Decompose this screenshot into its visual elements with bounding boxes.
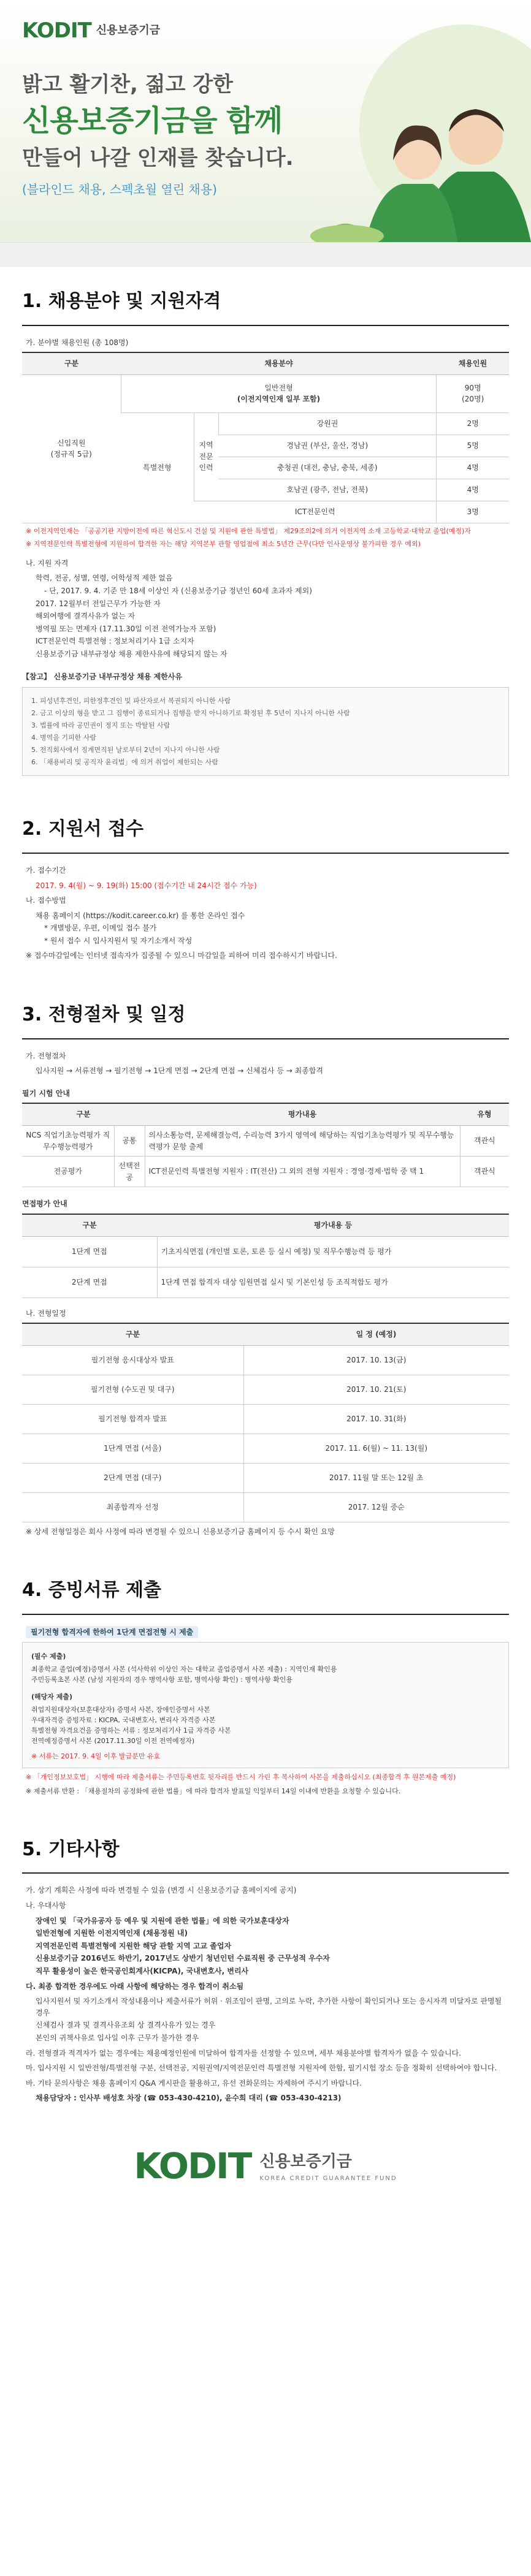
table-cell: 일반전형 (이전지역인재 일부 포함) <box>121 374 437 412</box>
written-test-table <box>22 1103 509 1187</box>
list-item: 4. 병역을 기피한 사람 <box>31 734 96 742</box>
col-header: 평가내용 등 <box>157 1214 509 1236</box>
table-cell: 2단계 면접 (대구) <box>22 1463 243 1492</box>
table-cell: 2단계 면접 <box>22 1267 157 1297</box>
list-item: 주민등록초본 사본 (남성 지원자의 경우 병역사항 포함, 병역사항 확인) : 병역사항 확인용 <box>31 1676 293 1684</box>
subheading: 다. 최종 합격한 경우에도 아래 사항에 해당하는 경우 합격이 취소됨 <box>26 1981 244 1991</box>
list-item: 지역전문인력 특별전형에 지원한 해당 관할 지역 고교 졸업자 <box>36 1941 232 1950</box>
table-cell: 3명 <box>437 501 509 523</box>
section-misc <box>0 1815 531 2104</box>
table-cell: 공통 <box>114 1125 145 1156</box>
list-item: 신용보증기금 내부규정상 채용 제한사유에 해당되지 않는 자 <box>36 649 227 658</box>
footer-org-eng: KOREA CREDIT GUARANTEE FUND <box>259 2175 397 2183</box>
hero-banner <box>0 0 531 242</box>
note: ※ 서류는 2017. 9. 4일 이후 발급분만 유효 <box>31 1752 161 1760</box>
period-text: 2017. 9. 4(월) ~ 9. 19(화) 15:00 (접수기간 내 24시간 접수 가능) <box>36 881 257 890</box>
table-cell: 2017. 11월 말 또는 12월 초 <box>243 1463 509 1492</box>
table-cell: 신입직원 (정규직 5급) <box>22 374 121 523</box>
col-header: 구분 <box>22 1323 243 1345</box>
footer-logo <box>0 2105 531 2228</box>
table-cell: 90명 (20명) <box>437 374 509 412</box>
table-cell: 선택전공 <box>114 1157 145 1187</box>
table-cell: 2017. 11. 6(월) ~ 11. 13(월) <box>243 1434 509 1463</box>
col-header: 채용인원 <box>437 352 509 374</box>
section-eligibility <box>0 267 531 776</box>
footer-org-name: 신용보증기금 <box>259 2152 353 2171</box>
box-title: 【참고】 신용보증기금 내부규정상 채용 제한사유 <box>22 672 182 681</box>
hero-line-4: (블라인드 채용, 스펙초월 열린 채용) <box>22 182 217 197</box>
table-cell: 2017. 10. 13(금) <box>243 1345 509 1375</box>
submission-tag: 필기전형 합격자에 한하여 1단계 면접전형 시 제출 <box>26 1626 198 1639</box>
list-item: 해외여행에 결격사유가 없는 자 <box>36 612 136 621</box>
brand-logo <box>22 15 160 47</box>
table-cell: 2017. 10. 31(화) <box>243 1404 509 1434</box>
list-item: 6. 「채용비리 및 공직자 윤리법」에 의거 취업이 제한되는 사람 <box>31 758 218 767</box>
list-item: 2. 금고 이상의 형을 받고 그 집행이 종료되거나 집행을 받지 아니하기로 확정된 후 5년이 지나지 아니한 사람 <box>31 709 350 718</box>
table-cell: 전공평가 <box>22 1157 114 1187</box>
table-cell: 의사소통능력, 문제해결능력, 수리능력 3가지 영역에 해당하는 직업기초능력평가 및 직무수행능력평가 문항 출제 <box>145 1125 460 1156</box>
box-title: (필수 제출) <box>31 1652 66 1661</box>
logo-mark: KODIT <box>22 18 91 43</box>
table-cell: 4명 <box>437 457 509 479</box>
documents-box <box>22 1642 509 1768</box>
col-header: 구분 <box>22 352 121 374</box>
col-header: 구분 <box>22 1103 145 1125</box>
section-documents <box>0 1556 531 1796</box>
table-cell: 필기전형 합격자 발표 <box>22 1404 243 1434</box>
list-item: 2017. 12월부터 전일근무가 가능한 자 <box>36 599 161 608</box>
list-item: 3. 법률에 따라 공민권이 정지 또는 박탈된 사람 <box>31 721 170 730</box>
list-item: 최종학교 졸업(예정)증명서 사본 (석사학위 이상인 자는 대학교 졸업증명서 사본 제출) : 지역인재 확인용 <box>31 1665 337 1674</box>
table-cell: NCS 직업기초능력평가 직무수행능력평가 <box>22 1125 114 1156</box>
list-item: 채용 홈페이지 (https://kodit.career.co.kr) 를 통한 온라인 접수 <box>36 911 245 920</box>
table-cell: ICT전문인력 특별전형 지원자 : IT(전산) 그 외의 전형 지원자 : 경영·경제·법학 중 택 1 <box>145 1157 460 1187</box>
list-item: * 개별방문, 우편, 이메일 접수 불가 <box>44 924 157 933</box>
table-cell: 2017. 12월 중순 <box>243 1492 509 1522</box>
subheading: 나. 접수방법 <box>26 896 66 905</box>
section-title: 1. 채용분야 및 지원자격 <box>22 267 509 326</box>
footer-logo-mark: KODIT <box>134 2145 251 2187</box>
list-item: 직무 활용성이 높은 한국공인회계사(KICPA), 국내변호사, 변리사 <box>36 1966 249 1975</box>
table-cell: ICT전문인력 <box>194 501 437 523</box>
list-item: 1. 피성년후견인, 피한정후견인 및 파산자로서 복권되지 아니한 사람 <box>31 697 231 705</box>
schedule-table <box>22 1323 509 1522</box>
table-cell: 필기전형 (수도권 및 대구) <box>22 1375 243 1404</box>
table-cell: 경남권 (부산, 울산, 경남) <box>218 435 437 457</box>
list-item: 신용보증기금 2016년도 하반기, 2017년도 상반기 청년인턴 수료직원 중 근무성적 우수자 <box>36 1954 330 1963</box>
paragraph: 바. 기타 문의사항은 채용 홈페이지 Q&A 게시판을 활용하고, 유선 전화문의는 자제하여 주시기 바랍니다. <box>26 2078 362 2088</box>
table-cell: 특별전형 <box>121 412 194 523</box>
note: ※ 「개인정보보호법」 시행에 따라 제출서류는 주민등록번호 뒷자리를 반드시 가린 후 복사하여 사본을 제출하십시오 (최종합격 후 원본제출 예정) <box>26 1772 456 1781</box>
recruit-table <box>22 352 509 523</box>
col-header: 평가내용 <box>145 1103 460 1125</box>
table-cell: 1단계 면접 (서울) <box>22 1434 243 1463</box>
interview-table <box>22 1214 509 1298</box>
box-title: (해당자 제출) <box>31 1692 73 1701</box>
process-flow: 입사지원 → 서류전형 → 필기전형 → 1단계 면접 → 2단계 면접 → 신체검사 등 → 최종합격 <box>36 1066 323 1076</box>
table-cell: 강원권 <box>218 412 437 435</box>
table-cell: 4명 <box>437 479 509 501</box>
list-item: 특별전형 자격요건을 증명하는 서류 : 정보처리기사 1급 자격증 사본 <box>31 1726 231 1734</box>
paragraph: 라. 전형결과 적격자가 없는 경우에는 채용예정인원에 미달하여 합격자를 선정할 수 있으며, 세부 채용분야별 합격자가 없을 수 있습니다. <box>26 2048 462 2057</box>
logo-name: 신용보증기금 <box>96 24 161 37</box>
subheading: 가. 전형절차 <box>26 1051 66 1060</box>
section-title: 3. 전형절차 및 일정 <box>22 980 509 1039</box>
section-process <box>0 980 531 1537</box>
subheading: 가. 분야별 채용인원 (총 108명) <box>26 338 129 347</box>
table-cell: 지역전문인력 <box>194 412 218 501</box>
paragraph: 가. 상기 계획은 사정에 따라 변경될 수 있음 (변경 시 신용보증기금 홈페이지에 공지) <box>26 1886 297 1895</box>
section-application <box>0 794 531 962</box>
note: ※ 이전지역인재는 「공공기관 지방이전에 따른 혁신도시 건설 및 지원에 관한 특별법」 제29조의2에 의거 이전지역 소재 고등학교·대학교 졸업(예정)자 <box>26 526 471 535</box>
table-cell: 2017. 10. 21(토) <box>243 1375 509 1404</box>
list-item: 입사지원서 및 자기소개서 작성내용이나 제출서류가 허위 · 위조임이 판명, 고의로 누락, 추가한 사항이 확인되거나 또는 응시자격 미달자로 판명될 경우 <box>36 1997 502 2017</box>
list-item: ICT전문인력 특별전형 : 정보처리기사 1급 소지자 <box>36 637 194 646</box>
note: ※ 지역전문인력 특별전형에 지원하여 합격한 자는 해당 지역본부 관할 영업점에 최소 5년간 근무(다만 인사운영상 불가피한 경우 예외) <box>26 539 421 548</box>
note: ※ 상세 전형일정은 회사 사정에 따라 변경될 수 있으니 신용보증기금 홈페이지 등 수시 확인 요망 <box>26 1527 335 1536</box>
subheading: 나. 전형일정 <box>26 1309 66 1318</box>
hero-illustration <box>310 0 531 242</box>
list-item: * 원서 접수 시 입사지원서 및 자기소개서 작성 <box>44 936 193 945</box>
list-item: 신체검사 결과 및 결격사유조회 상 결격사유가 있는 경우 <box>36 2021 216 2030</box>
contact-info: 채용담당자 : 인사부 배성호 차장 (☎ 053-430-4210), 윤수희 대리 (☎ 053-430-4213) <box>36 2094 342 2103</box>
table-cell: 기초지식면접 (개인별 토론, 토론 등 실시 예정) 및 직무수행능력 등 평가 <box>157 1236 509 1267</box>
note: ※ 접수마감일에는 인터넷 접속자가 집중될 수 있으니 마감일을 피하여 미리 접수하시기 바랍니다. <box>26 951 337 960</box>
col-header: 구분 <box>22 1214 157 1236</box>
subheading: 나. 우대사항 <box>26 1901 66 1910</box>
list-item: - 단, 2017. 9. 4. 기준 만 18세 이상인 자 (신용보증기금 정년인 60세 초과자 제외) <box>44 586 312 595</box>
table-cell: 1단계 면접 합격자 대상 임원면접 실시 및 기본인성 등 조직적합도 평가 <box>157 1267 509 1297</box>
section-title: 2. 지원서 접수 <box>22 794 509 854</box>
table-cell: 5명 <box>437 435 509 457</box>
table-cell: 필기전형 응시대상자 발표 <box>22 1345 243 1375</box>
table-cell: 객관식 <box>460 1157 509 1187</box>
hero-line-2: 신용보증기금을 함께 <box>22 104 283 138</box>
list-item: 본인의 귀책사유로 입사일 이후 근무가 불가한 경우 <box>36 2033 199 2042</box>
list-item: 일반전형에 지원한 이전지역인재 (채용정원 내) <box>36 1929 188 1938</box>
section-title: 5. 기타사항 <box>22 1815 509 1874</box>
table-title: 면접평가 안내 <box>22 1199 67 1209</box>
table-cell: 객관식 <box>460 1125 509 1156</box>
hero-divider <box>0 242 531 267</box>
restriction-box <box>22 687 509 776</box>
list-item: 우대자격증 증빙자료 : KICPA, 국내변호사, 변리사 자격증 사본 <box>31 1715 216 1724</box>
list-item: 전역예정증명서 사본 (2017.11.30일 이전 전역예정자) <box>31 1736 195 1745</box>
paragraph: 마. 입사지원 시 일반전형/특별전형 구분, 선택전공, 지원권역/지역전문인력 특별전형 지원자에 한함, 필기시험 장소 등을 정확히 선택하여야 합니다. <box>26 2064 497 2073</box>
col-header: 채용분야 <box>121 352 437 374</box>
table-cell: 최종합격자 선정 <box>22 1492 243 1522</box>
note: ※ 제출서류 반환 : 「채용절차의 공정화에 관한 법률」에 따라 합격자 발표일 익일부터 14일 이내에 반환을 요청할 수 있습니다. <box>26 1787 401 1795</box>
table-cell: 충청권 (대전, 충남, 충북, 세종) <box>218 457 437 479</box>
col-header: 일 정 (예정) <box>243 1323 509 1345</box>
section-title: 4. 증빙서류 제출 <box>22 1556 509 1615</box>
list-item: 취업지원대상자(보훈대상자) 증명서 사본, 장애인증명서 사본 <box>31 1705 210 1714</box>
table-title: 필기 시험 안내 <box>22 1089 70 1098</box>
list-item: 병역필 또는 면제자 (17.11.30일 이전 전역가능자 포함) <box>36 624 216 633</box>
list-item: 장애인 및 「국가유공자 등 예우 및 지원에 관한 법률」에 의한 국가보훈대상자 <box>36 1916 289 1925</box>
subheading: 나. 지원 자격 <box>26 558 69 568</box>
table-cell: 2명 <box>437 412 509 435</box>
hero-line-3: 만들어 나갈 인재를 찾습니다. <box>22 146 294 170</box>
col-header: 유형 <box>460 1103 509 1125</box>
table-cell: 1단계 면접 <box>22 1236 157 1267</box>
subheading: 가. 접수기간 <box>26 865 66 875</box>
table-cell: 호남권 (광주, 전남, 전북) <box>218 479 437 501</box>
list-item: 학력, 전공, 성별, 연령, 어학성적 제한 없음 <box>36 574 173 583</box>
list-item: 5. 전직회사에서 징계면직된 날로부터 2년이 지나지 아니한 사람 <box>31 746 220 754</box>
hero-line-1: 밝고 활기찬, 젊고 강한 <box>22 72 234 97</box>
